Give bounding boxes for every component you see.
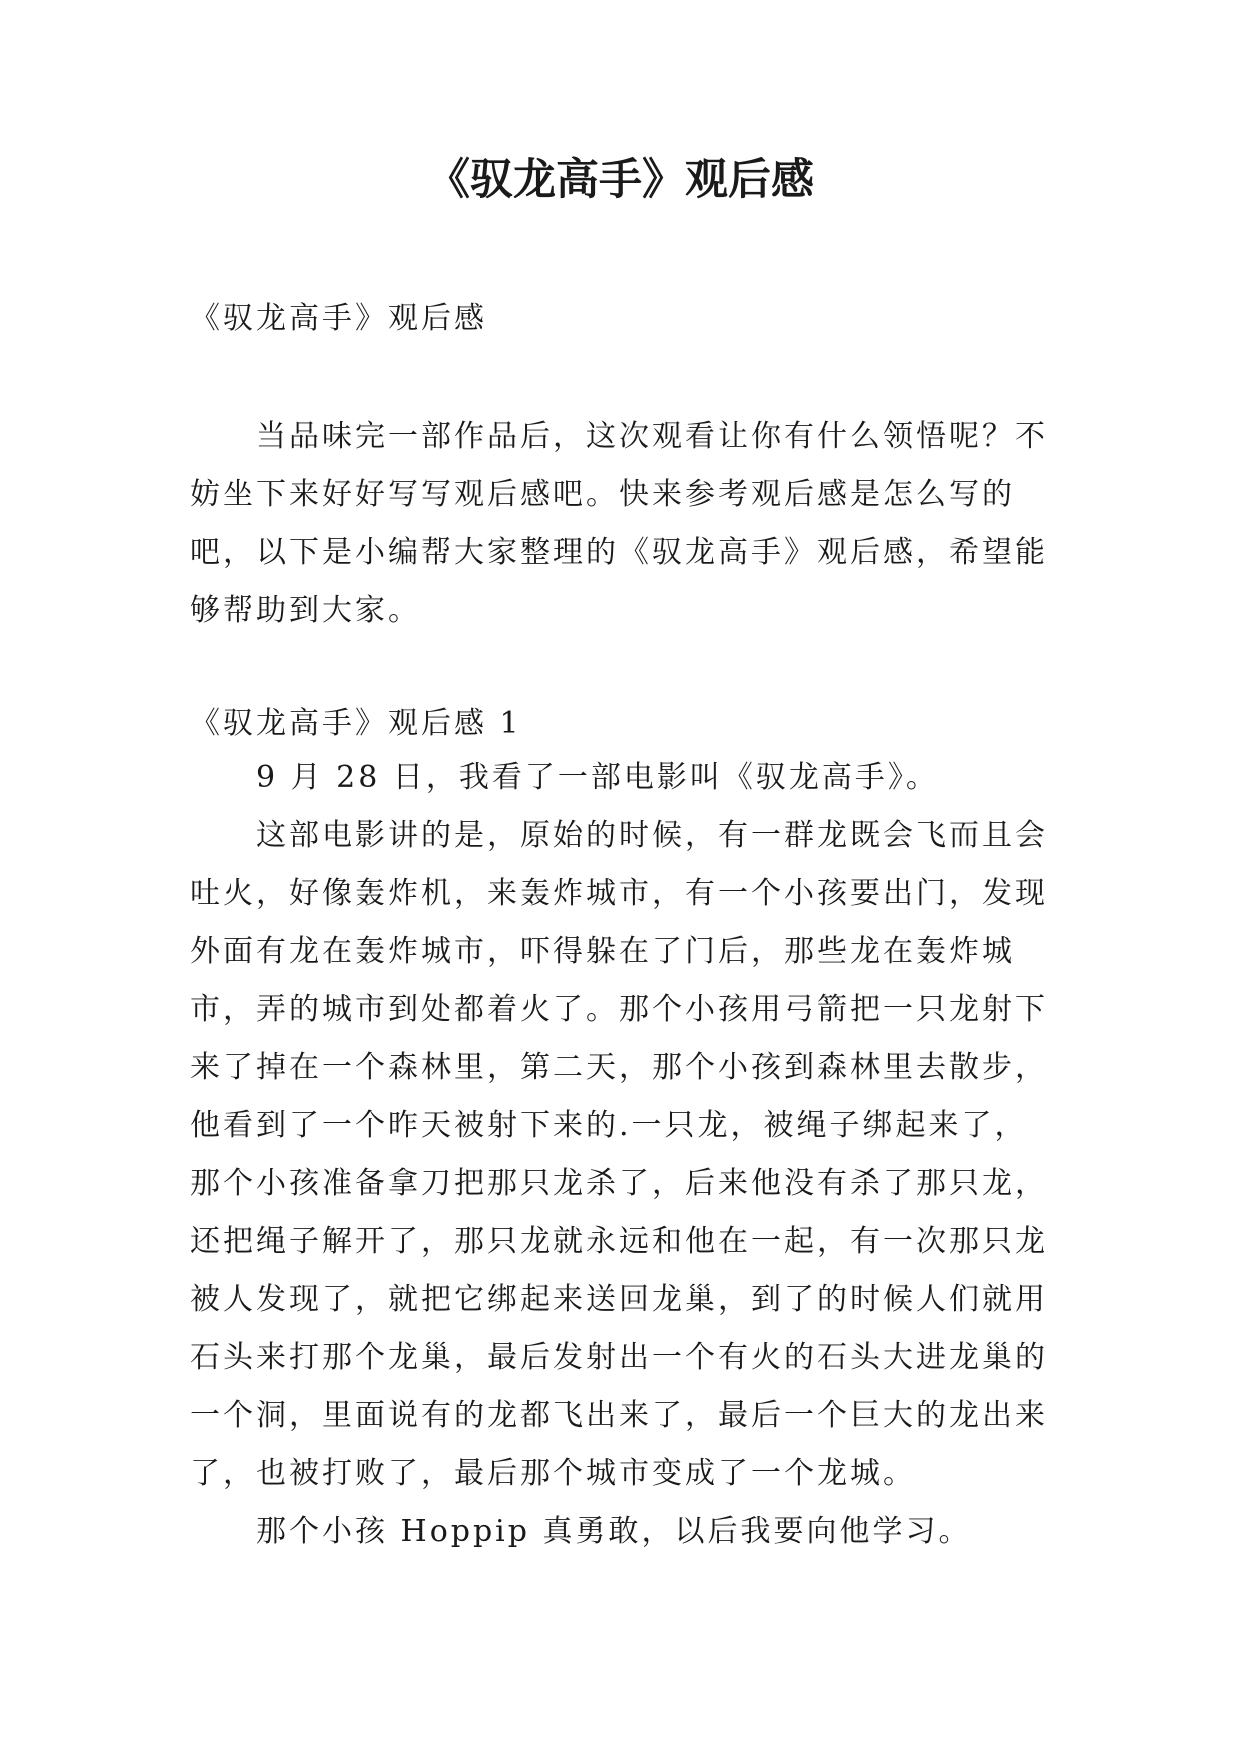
section-heading: 《驭龙高手》观后感 1 [190, 706, 522, 741]
article-paragraph-date: 9 月 28 日，我看了一部电影叫《驭龙高手》。 [256, 760, 939, 795]
document-title: 《驭龙高手》观后感 [427, 155, 814, 205]
intro-text: 当品味完一部作品后，这次观看让你有什么领悟呢？不妨坐下来好好写写观后感吧。快来参考观后感是怎么写的吧，以下是小编帮大家整理的《驭龙高手》观后感，希望能够帮助到大家。 [190, 419, 1048, 628]
article-body [190, 749, 1058, 1561]
document-subtitle: 《驭龙高手》观后感 [190, 301, 487, 336]
intro-paragraph [190, 408, 1058, 640]
article-paragraph-conclusion: 那个小孩 Hoppip 真勇敢，以后我要向他学习。 [256, 1514, 972, 1549]
article-paragraph-story: 这部电影讲的是，原始的时候，有一群龙既会飞而且会吐火，好像轰炸机，来轰炸城市，有一个小孩要出门，发现外面有龙在轰炸城市，吓得躲在了门后，那些龙在轰炸城市，弄的城市到处都着火了。那个小孩用弓箭把一只龙射下来了掉在一个森林里，第二天，那个小孩到森林里去散步，他看到了一个昨天被射下来的.一只龙，被绳子绑起来了，那个小孩准备拿刀把那只龙杀了，后来他没有杀了那只龙，还把绳子解开了，那只龙就永远和他在一起，有一次那只龙被人发现了，就把它绑起来送回龙巢，到了的时候人们就用石头来打那个龙巢，最后发射出一个有火的石头大进龙巢的一个洞，里面说有的龙都飞出来了，最后一个巨大的龙出来了，也被打败了，最后那个城市变成了一个龙城。 [190, 818, 1048, 1491]
